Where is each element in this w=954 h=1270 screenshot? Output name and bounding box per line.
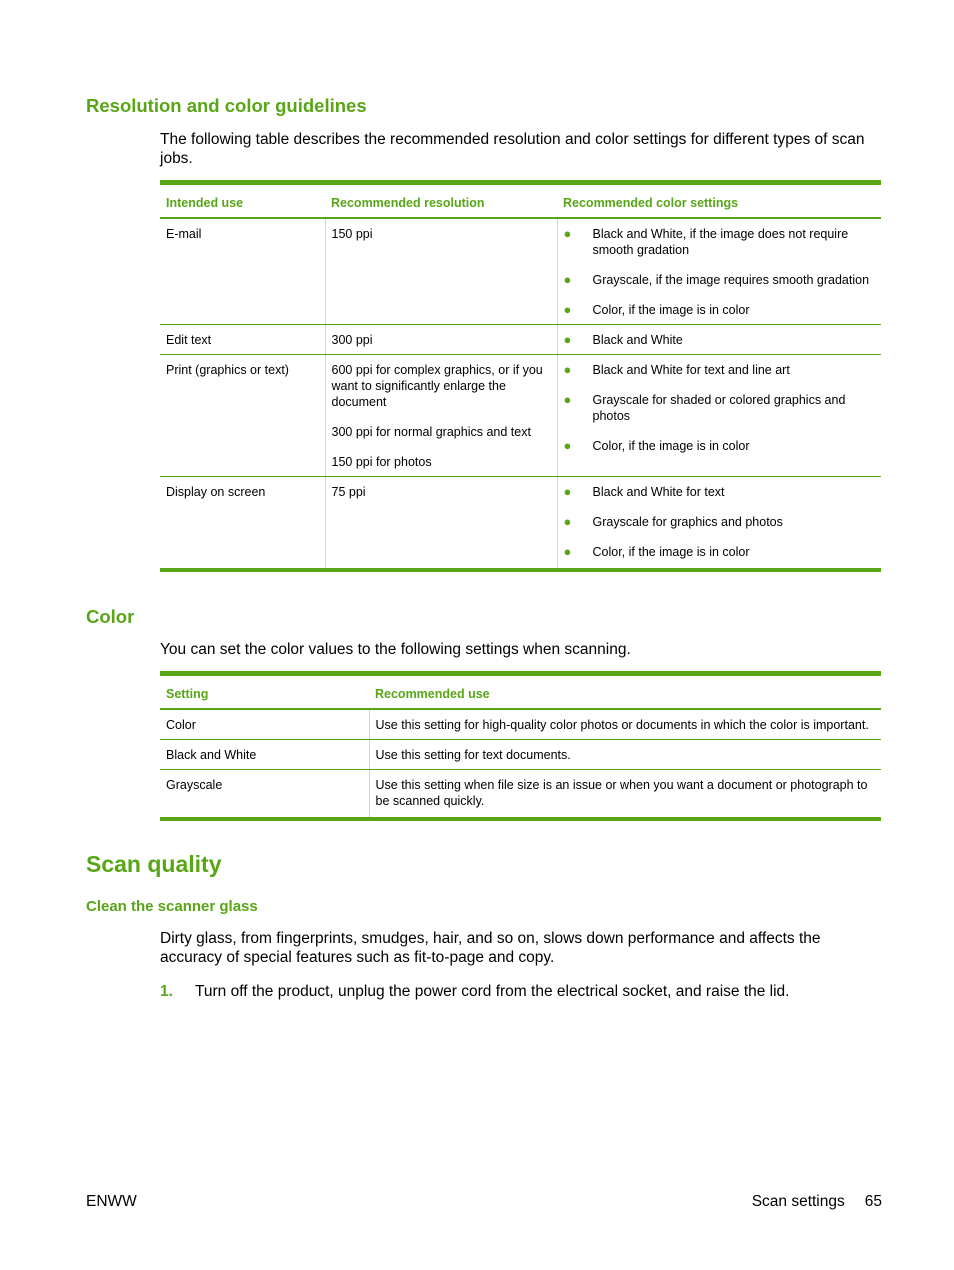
cell-intended-use: Display on screen: [160, 477, 325, 571]
cell-recommended-resolution: [325, 355, 557, 477]
cell-intended-use: Edit text: [160, 325, 325, 355]
bullet-icon: ●: [563, 392, 572, 407]
list-item: [564, 362, 876, 378]
color-table: [160, 671, 881, 821]
list-item-text: Color, if the image is in color: [592, 545, 750, 559]
resolution-value: 300 ppi for normal graphics and text: [331, 425, 531, 439]
section-title-scan-quality: Scan quality: [86, 851, 222, 877]
cell-intended-use: E-mail: [160, 218, 325, 325]
page-number: 65: [864, 1193, 882, 1210]
footer-right: [752, 1193, 882, 1211]
list-item-text: Grayscale for shaded or colored graphics and photos: [592, 393, 846, 423]
step-number: 1.: [160, 983, 173, 1000]
header-intended-use: Intended use: [160, 183, 325, 219]
section-title-resolution: Resolution and color guidelines: [86, 95, 367, 116]
resolution-value: 300 ppi: [331, 333, 373, 347]
list-item: [564, 484, 876, 500]
list-item: [564, 332, 876, 348]
cell-setting: Black and White: [160, 740, 369, 770]
resolution-intro: The following table describes the recommended resolution and color settings for different types of scan jobs.: [160, 131, 865, 167]
list-item: [564, 544, 876, 560]
table-row: [160, 709, 881, 740]
color-settings-list: [564, 362, 876, 454]
bullet-icon: ●: [563, 272, 572, 287]
list-item-text: Grayscale for graphics and photos: [592, 515, 783, 529]
bullet-icon: ●: [563, 514, 572, 529]
list-item-text: Color, if the image is in color: [592, 303, 750, 317]
header-recommended-resolution: Recommended resolution: [325, 183, 557, 219]
step-item: [160, 982, 884, 1001]
bullet-icon: ●: [563, 302, 572, 317]
list-item-text: Black and White for text: [592, 485, 725, 499]
table-header-row: [160, 183, 881, 219]
bullet-icon: ●: [563, 544, 572, 559]
header-recommended-color-settings: Recommended color settings: [557, 183, 881, 219]
section-title-color: Color: [86, 606, 135, 627]
list-item-text: Black and White, if the image does not require smooth gradation: [592, 227, 849, 257]
cell-recommended-use: Use this setting for text documents.: [369, 740, 881, 770]
cell-recommended-use: Use this setting for high-quality color photos or documents in which the color is important.: [369, 709, 881, 740]
table-header-row: [160, 674, 881, 710]
resolution-value: 150 ppi for photos: [331, 455, 432, 469]
table-row: [160, 770, 881, 820]
step-text: Turn off the product, unplug the power cord from the electrical socket, and raise the lid.: [195, 983, 790, 1000]
cell-recommended-use: Use this setting when file size is an issue or when you want a document or photograph to be scanned quickly.: [369, 770, 881, 820]
bullet-icon: ●: [563, 362, 572, 377]
color-settings-list: [564, 484, 876, 560]
list-item-text: Black and White for text and line art: [592, 363, 790, 377]
header-setting: Setting: [160, 674, 369, 710]
bullet-icon: ●: [563, 438, 572, 453]
cell-recommended-resolution: [325, 218, 557, 325]
cell-setting: Grayscale: [160, 770, 369, 820]
header-recommended-use: Recommended use: [369, 674, 881, 710]
table-row: [160, 740, 881, 770]
resolution-table: [160, 180, 881, 572]
color-settings-list: [564, 226, 876, 318]
table-row: [160, 218, 881, 325]
cell-recommended-color-settings: [557, 477, 881, 571]
list-item-text: Black and White: [592, 333, 683, 347]
list-item: [564, 226, 876, 258]
color-table-wrap: [160, 671, 881, 821]
resolution-value: 600 ppi for complex graphics, or if you want to significantly enlarge the document: [331, 363, 543, 409]
list-item: [564, 272, 876, 288]
cell-recommended-color-settings: [557, 355, 881, 477]
list-item-text: Grayscale, if the image requires smooth gradation: [592, 273, 870, 287]
footer-left: ENWW: [86, 1193, 137, 1210]
resolution-value: 150 ppi: [331, 227, 373, 241]
list-item: [564, 438, 876, 454]
table-row: [160, 355, 881, 477]
cell-recommended-resolution: [325, 325, 557, 355]
clean-glass-body: Dirty glass, from fingerprints, smudges, hair, and so on, slows down performance and affects the accuracy of special features such as fit-to-page and copy.: [160, 930, 821, 966]
cell-setting: Color: [160, 709, 369, 740]
color-intro: You can set the color values to the following settings when scanning.: [160, 641, 631, 658]
bullet-icon: ●: [563, 226, 572, 241]
subsection-title-clean-glass: Clean the scanner glass: [86, 898, 258, 915]
table-row: [160, 325, 881, 355]
list-item: [564, 302, 876, 318]
list-item: [564, 514, 876, 530]
table-row: [160, 477, 881, 571]
resolution-value: 75 ppi: [331, 485, 366, 499]
resolution-table-wrap: [160, 180, 881, 572]
list-item: [564, 392, 876, 424]
cell-recommended-color-settings: [557, 218, 881, 325]
cell-recommended-resolution: [325, 477, 557, 571]
cell-intended-use: Print (graphics or text): [160, 355, 325, 477]
cell-recommended-color-settings: [557, 325, 881, 355]
bullet-icon: ●: [563, 484, 572, 499]
bullet-icon: ●: [563, 332, 572, 347]
footer-section: Scan settings: [751, 1193, 845, 1210]
color-settings-list: [564, 332, 876, 348]
list-item-text: Color, if the image is in color: [592, 439, 750, 453]
